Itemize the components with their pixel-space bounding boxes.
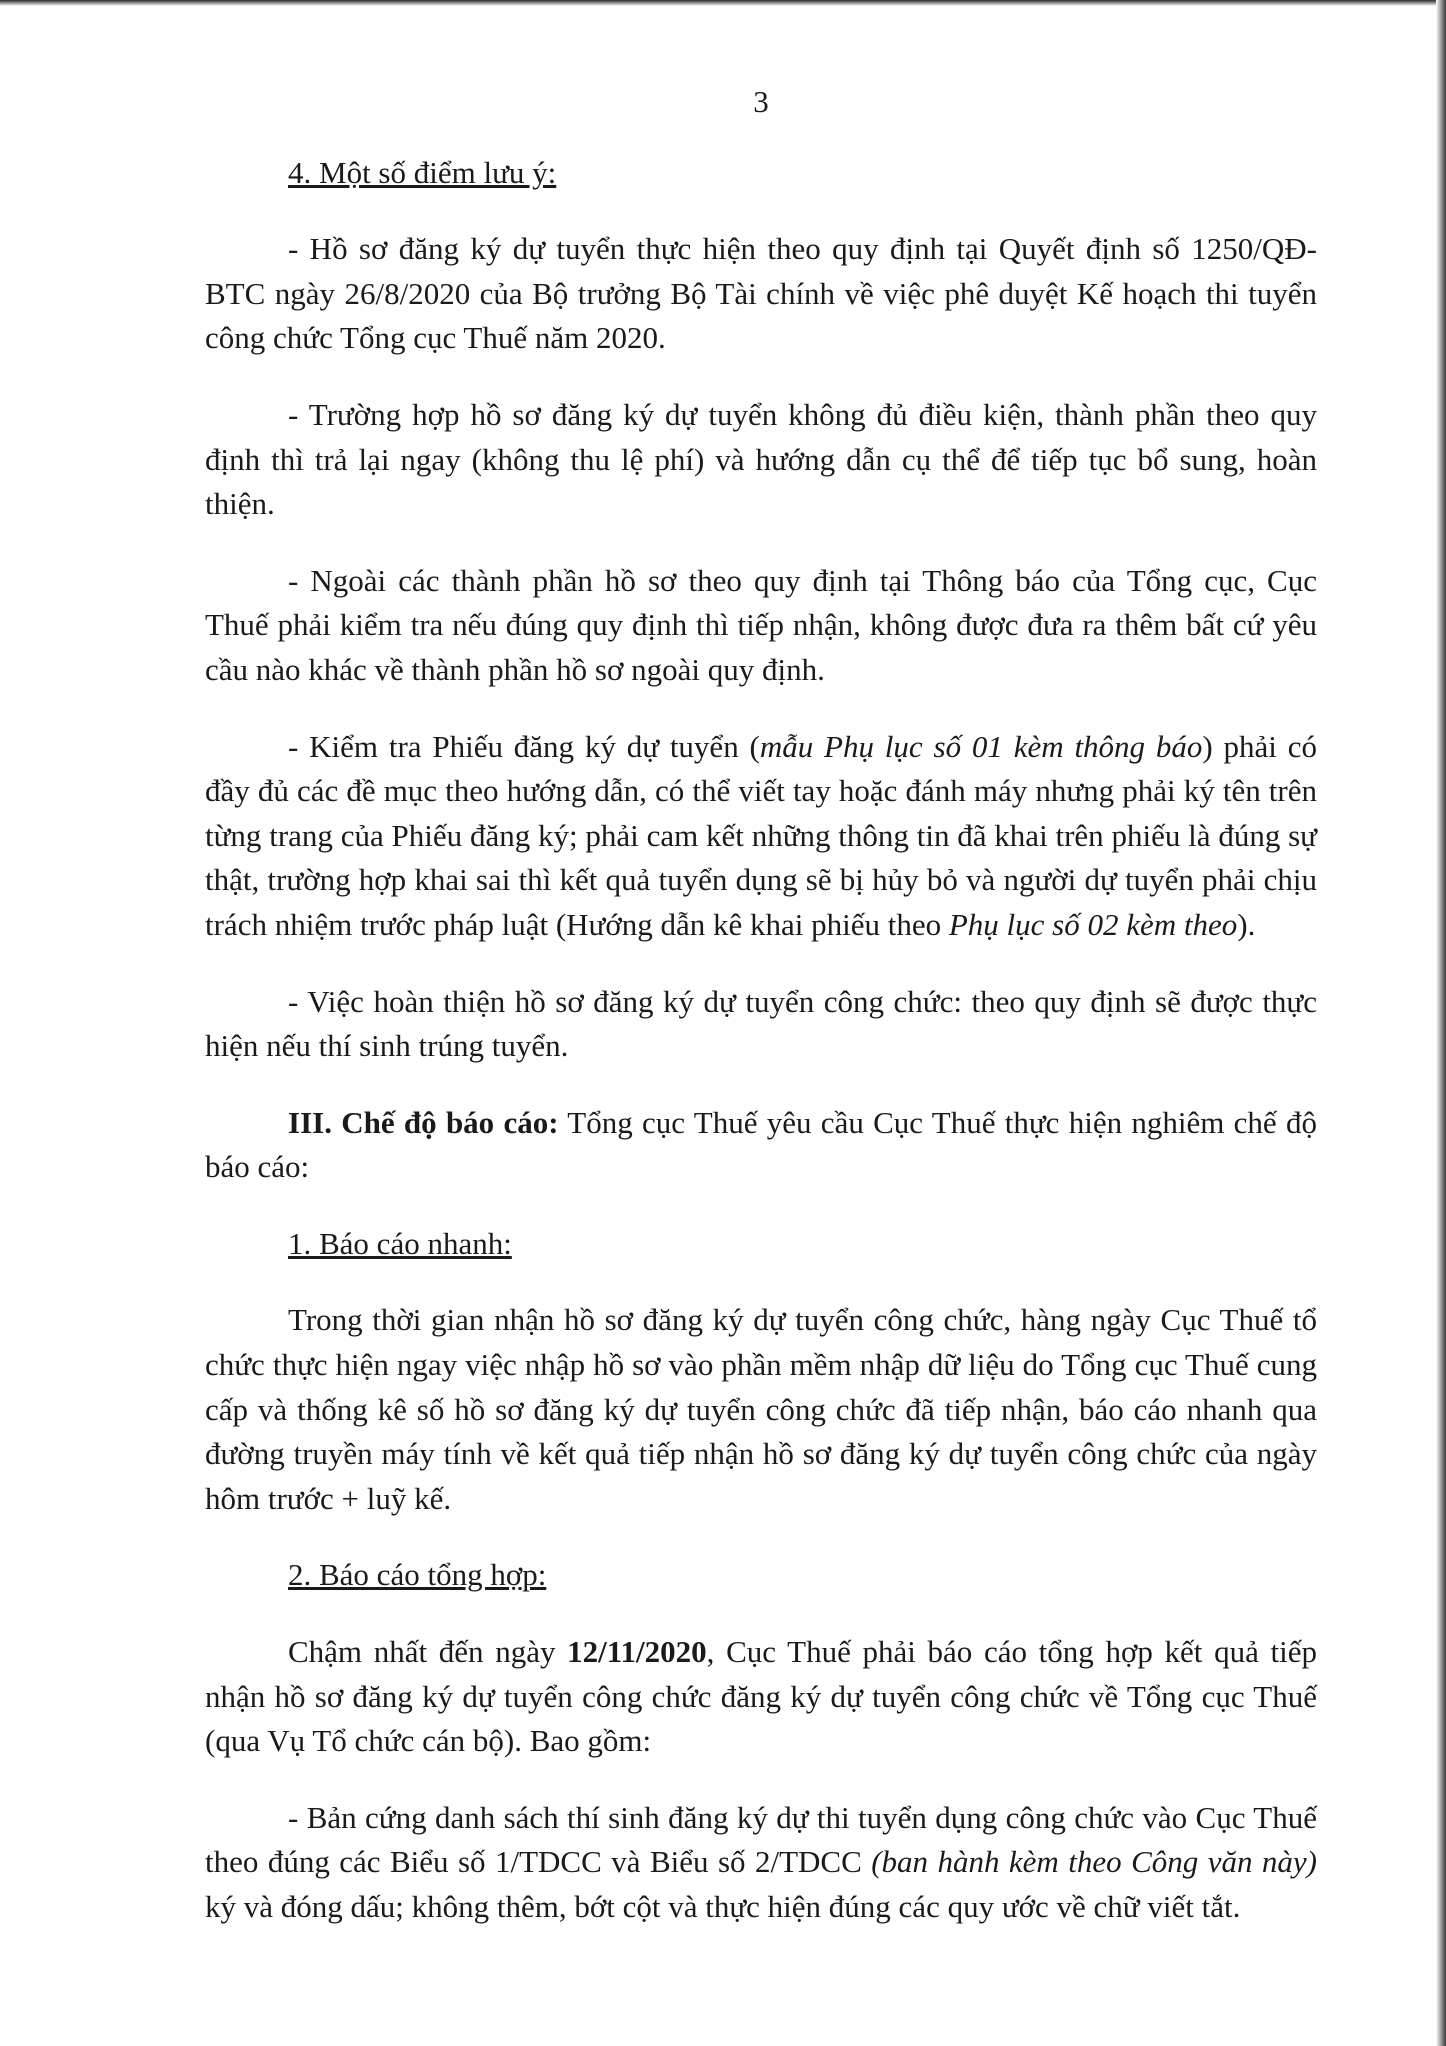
note-4-italic-appendix-01: mẫu Phụ lục số 01 kèm thông báo xyxy=(759,728,1203,764)
note-4-text-a: - Kiểm tra Phiếu đăng ký dự tuyển ( xyxy=(288,728,760,764)
note-4-text-e: ). xyxy=(1237,906,1256,942)
summary-report-text-a: Chậm nhất đến ngày xyxy=(288,1634,568,1670)
summary-report-bullet xyxy=(205,1796,1317,1930)
note-paragraph-4 xyxy=(205,725,1317,948)
note-4-text-c: ) phải có đầy đủ các đề mục theo hướng dẫn, có thể viết tay hoặc đánh máy nhưng phải ký tên trên từng trang của Phiếu đăng ký; phải cam kết những thông tin đã khai trên phiếu là đúng sự thật, trường hợp khai sai thì kết quả tuyển dụng sẽ bị hủy bỏ và người dự tuyển phải chịu trách nhiệm trước pháp luật (Hướng dẫn kê khai phiếu theo xyxy=(205,728,1317,942)
quick-report-text: Trong thời gian nhận hồ sơ đăng ký dự tuyển công chức, hàng ngày Cục Thuế tổ chức thực hiện ngay việc nhập hồ sơ vào phần mềm nhập dữ liệu do Tổng cục Thuế cung cấp và thống kê số hồ sơ đăng ký dự tuyển công chức đã tiếp nhận, báo cáo nhanh qua đường truyền máy tính về kết quả tiếp nhận hồ sơ đăng ký dự tuyển công chức của ngày hôm trước + luỹ kế. xyxy=(205,1302,1317,1516)
summary-report-heading: 2. Báo cáo tổng hợp: xyxy=(288,1557,547,1593)
summary-report-text xyxy=(205,1630,1317,1764)
section-iii-title: III. Chế độ báo cáo: xyxy=(288,1104,559,1140)
section-4-heading: 4. Một số điểm lưu ý: xyxy=(288,154,557,190)
scan-edge-right xyxy=(1436,0,1446,2046)
bullet-text-c: ký và đóng dấu; không thêm, bớt cột và thực hiện đúng các quy ước về chữ viết tắt. xyxy=(205,1889,1241,1924)
bullet-text-a: - Bản cứng danh sách thí sinh đăng ký dự thi tuyển dụng công chức vào Cục Thuế theo đúng các Biểu số 1/TDCC và Biểu số 2/TDCC xyxy=(205,1799,1317,1880)
summary-report-deadline: 12/11/2020 xyxy=(567,1634,707,1670)
scan-edge-top xyxy=(0,0,1446,6)
note-paragraph-5: - Việc hoàn thiện hồ sơ đăng ký dự tuyển công chức: theo quy định sẽ được thực hiện nếu thí sinh trúng tuyển. xyxy=(205,983,1317,1064)
section-iii-heading xyxy=(205,1101,1317,1190)
page-number: 3 xyxy=(753,84,769,119)
document-page xyxy=(205,80,1317,1930)
note-paragraph-3: - Ngoài các thành phần hồ sơ theo quy định tại Thông báo của Tổng cục, Cục Thuế phải kiểm tra nếu đúng quy định thì tiếp nhận, không được đưa ra thêm bất cứ yêu cầu nào khác về thành phần hồ sơ ngoài quy định. xyxy=(205,562,1317,687)
note-paragraph-2: - Trường hợp hồ sơ đăng ký dự tuyển không đủ điều kiện, thành phần theo quy định thì trả lại ngay (không thu lệ phí) và hướng dẫn cụ thể để tiếp tục bổ sung, hoàn thiện. xyxy=(205,396,1317,522)
bullet-italic-attachment: (ban hành kèm theo Công văn này) xyxy=(871,1844,1317,1880)
summary-report-text-b: , Cục Thuế phải báo cáo tổng hợp kết quả tiếp nhận hồ sơ đăng ký dự tuyển công chức đăng ký dự tuyển công chức về Tổng cục Thuế (qua Vụ Tổ chức cán bộ). Bao gồm: xyxy=(205,1634,1317,1759)
section-iii-intro: Tổng cục Thuế yêu cầu Cục Thuế thực hiện nghiêm chế độ báo cáo: xyxy=(205,1104,1317,1185)
quick-report-heading: 1. Báo cáo nhanh: xyxy=(288,1225,512,1261)
note-4-italic-appendix-02: Phụ lục số 02 kèm theo xyxy=(948,906,1238,942)
note-paragraph-1: - Hồ sơ đăng ký dự tuyển thực hiện theo quy định tại Quyết định số 1250/QĐ-BTC ngày 26/8/2020 của Bộ trưởng Bộ Tài chính về việc phê duyệt Kế hoạch thi tuyển công chức Tổng cục Thuế năm 2020. xyxy=(205,231,1317,356)
